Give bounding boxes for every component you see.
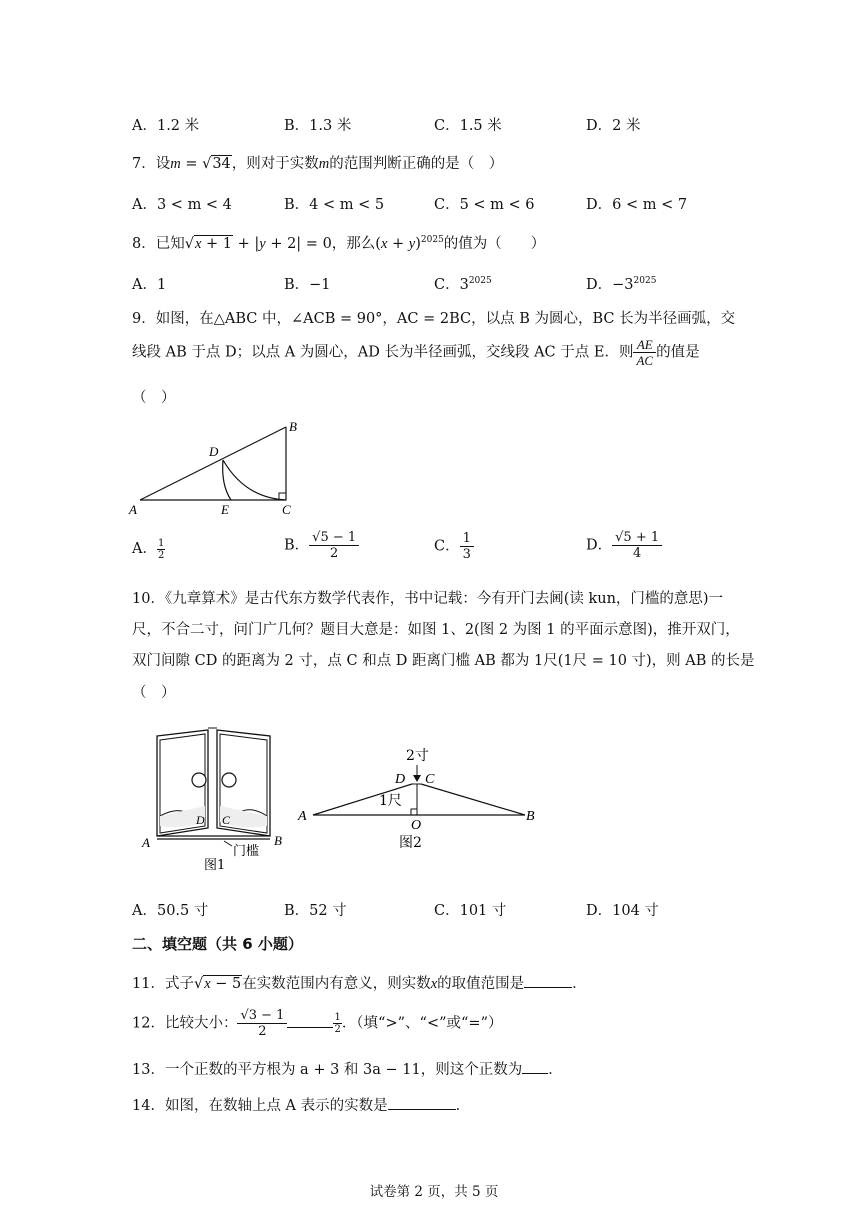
q9-label-a: A [129,502,137,517]
q10-fig1-caption: 图1 [204,858,226,873]
q7-option-d: D．6 < m < 7 [586,197,688,213]
q7-option-a: A．3 < m < 4 [132,197,232,213]
q10-line1: 10．《九章算术》是古代东方数学代表作，书中记载：今有开门去阃(读 kun，门槛的意思)一 [132,591,724,607]
q9-option-a: A． $\frac{1}{2}$ [132,537,165,561]
q14-answer-blank[interactable] [388,1109,456,1110]
q9-label-c: C [282,502,291,517]
q10-fig2-height: 1尺 [379,793,402,809]
q6-option-b: B．1.3 米 [284,118,352,134]
q10-option-c: C．101 寸 [434,903,507,919]
q12-stem: 12．比较大小： $\frac{√3 - 1}{2}$ $\frac{1}{2}$ ．（填“>”、“<”或“=”） [132,1008,503,1039]
q7-option-b: B．4 < m < 5 [284,197,385,213]
q9-line1: 9．如图，在△ABC 中，∠ACB = 90°，AC = 2BC，以点 B 为圆心，BC 长为半径画弧，交 [132,311,736,327]
q11-answer-blank[interactable] [524,987,572,988]
q10-fig1-threshold: 门槛 [233,844,260,859]
q8-option-a: A．1 [132,277,167,293]
q10-fig2-label-b: B [526,809,535,824]
q13-stem: 13．一个正数的平方根为 a + 3 和 3a − 11，则这个正数为 ． [132,1062,563,1078]
q10-fig2-gap: 2寸 [406,748,429,764]
q10-fig1-label-b: B [274,833,282,848]
q10-fig2-caption: 图2 [399,835,422,851]
q10-figure1 [140,718,290,878]
q8-option-c: C．$3^{2025}$ [434,276,492,293]
q10-fig1-label-d: D [196,813,205,827]
q8-option-d: D．$-3^{2025}$ [586,276,657,293]
q9-option-c: C． $\frac{1}{3}$ [434,531,474,562]
q9-label-b: B [289,419,297,434]
q10-fig1-label-c: C [222,813,231,827]
q9-label-e: E [221,502,229,517]
q7-stem: 7．设m = √34，则对于实数m的范围判断正确的是（ ） [132,156,504,172]
q6-option-a: A．1.2 米 [132,118,200,134]
q10-option-a: A．50.5 寸 [132,903,209,919]
q10-option-b: B．52 寸 [284,903,347,919]
q10-option-d: D．104 寸 [586,903,659,919]
q9-option-d: D． $\frac{√5 + 1}{4}$ [586,530,662,561]
q10-figure2 [295,740,545,855]
q9-figure [125,415,310,520]
q10-fig2-label-c: C [425,772,435,787]
q9-line2: 线段 AB 于点 D；以点 A 为圆心，AD 长为半径画弧，交线段 AC 于点 E．则 $\frac{AE}{AC}$ 的值是 [132,337,700,368]
q14-stem: 14．如图，在数轴上点 A 表示的实数是 ． [132,1098,471,1114]
q13-answer-blank[interactable] [522,1073,548,1074]
section-heading-fill-in: 二、填空题（共 6 小题） [132,935,303,953]
q10-paren: （ ） [132,685,176,701]
q11-stem: 11．式子√x − 5在实数范围内有意义，则实数x的取值范围是 ． [132,976,587,992]
q9-option-b: B． $\frac{√5 - 1}{2}$ [284,530,359,561]
q7-option-c: C．5 < m < 6 [434,197,535,213]
q10-fig2-label-o: O [411,818,422,833]
q8-stem: 8．已知√x + 1 + |y + 2| = 0，那么$(x + y)^{2025}$的值为（ ） [132,235,546,252]
q12-answer-blank[interactable] [287,1027,333,1028]
q6-option-d: D．2 米 [586,118,641,134]
q8-option-b: B．−1 [284,277,331,293]
q10-line2: 尺，不合二寸，问门广几何？题目大意是：如图 1、2(图 2 为图 1 的平面示意图)，推开双门， [132,622,740,638]
q10-fig1-label-a: A [142,835,150,850]
page-footer: 试卷第 2 页，共 5 页 [369,1184,499,1200]
q6-option-c: C．1.5 米 [434,118,502,134]
q10-line3: 双门间隙 CD 的距离为 2 寸，点 C 和点 D 距离门槛 AB 都为 1尺(1尺 = 10 寸)，则 AB 的长是 [132,653,755,669]
q9-label-d: D [209,444,219,459]
q10-fig2-label-d: D [395,772,406,787]
q10-fig2-label-a: A [298,809,307,824]
q9-paren: （ ） [132,390,176,406]
